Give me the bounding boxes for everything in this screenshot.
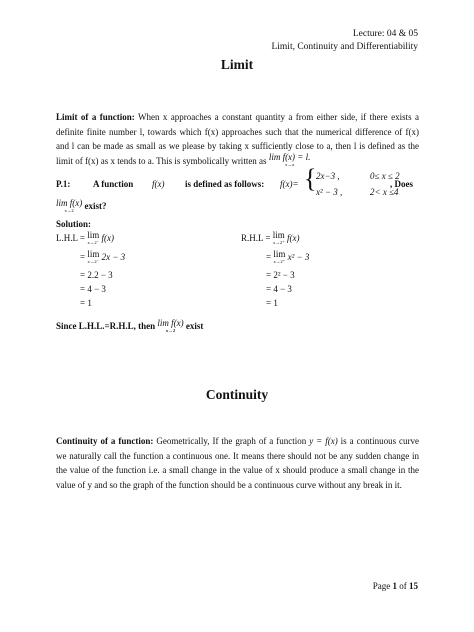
rhl-limit-1: lim x→2⁺: [272, 230, 285, 245]
lhl-line-1: [56, 232, 114, 246]
continuity-definition-text-b: is a continuous curve we naturally call the function a continuous one. It means there should not be any sudden change in the value of the function i.e. a small change in the value of x should produce a small change in the value of y and so the graph of the function should be a continuous curve without any break in it.: [56, 436, 420, 490]
question-end: exist?: [84, 201, 107, 211]
lhl-line-5: = 1: [80, 298, 92, 308]
problem-statement-a: A function: [93, 179, 134, 189]
piece2-expression: x² − 3 ,: [316, 187, 343, 197]
problem-label: P.1:: [56, 179, 71, 189]
piecewise-lhs: f(x)=: [280, 179, 299, 189]
piecewise-brace: {: [304, 164, 317, 193]
conclusion-text-a: Since L.H.L.=R.H.L, then: [56, 321, 156, 331]
rhl-line-4: = 4 − 3: [266, 284, 292, 294]
continuity-definition: [56, 434, 419, 492]
limit-definition: [56, 110, 419, 168]
rhl-line-5: = 1: [266, 298, 278, 308]
page-footer: [373, 581, 418, 591]
conclusion: [56, 320, 203, 334]
page-number: 1: [392, 581, 397, 591]
question-limit: lim f(x) x→2: [56, 198, 83, 213]
rhl-limit-2: lim x→2⁺: [273, 249, 286, 264]
conclusion-limit: lim f(x) x→2: [157, 318, 184, 333]
limit-definition-text: When x approaches a constant quantity a from either side, if there exists a definite finite number l, towards which f(x) approaches such that the numerical difference of f(x) and l can be made as small as we please by taking x sufficiently close to a, then l is defined as the limit of f(x) as x tends to a. This is symbolically written as: [56, 112, 419, 166]
rhl-label: R.H.L =: [241, 233, 271, 243]
piece1-condition: 0≤ x ≤ 2: [370, 171, 400, 181]
limit-definition-formula: lim f(x) = l. x→a: [268, 151, 311, 167]
problem-function: f(x): [152, 179, 165, 189]
page-of-label: of: [399, 581, 407, 591]
continuity-title: Continuity: [205, 387, 269, 402]
rhl-line-2: = lim x→2⁺ x² − 3: [266, 249, 310, 264]
running-header: [271, 28, 418, 54]
lhl-function: f(x): [101, 233, 115, 243]
conclusion-text-b: exist: [185, 321, 204, 331]
continuity-definition-text-a: Geometrically, If the graph of a function: [156, 436, 307, 446]
lhl-limit-1: lim x→2⁻: [87, 230, 100, 245]
rhl-line-3: = 2² − 3: [266, 270, 295, 280]
continuity-formula: y = f(x): [309, 436, 338, 446]
rhl-expression: x² − 3: [287, 252, 310, 262]
rhl-line-1: [241, 232, 300, 246]
lhl-expression: 2x − 3: [101, 252, 126, 262]
problem-statement-c: is defined as follows:: [185, 179, 265, 189]
limit-definition-label: Limit of a function:: [56, 112, 135, 122]
lhl-limit-2: lim x→2⁻: [87, 249, 100, 264]
problem-question: [56, 200, 107, 214]
limit-title: Limit: [220, 57, 254, 72]
problem-does: , Does: [390, 179, 413, 189]
piece2-condition: 2< x ≤4: [370, 187, 399, 197]
piece1-expression: 2x−3 ,: [316, 171, 340, 181]
lhl-line-4: = 4 − 3: [80, 284, 106, 294]
page-total: 15: [409, 581, 418, 591]
solution-label: Solution:: [56, 219, 92, 229]
lhl-line-3: = 2.2 − 3: [80, 270, 113, 280]
lecture-topic: Limit, Continuity and Differentiability: [271, 42, 418, 52]
lecture-number: Lecture: 04 & 05: [352, 29, 418, 39]
lhl-label: L.H.L =: [56, 233, 85, 243]
continuity-definition-label: Continuity of a function:: [56, 436, 154, 446]
lhl-line-2: = lim x→2⁻ 2x − 3: [80, 249, 126, 264]
page-label: Page: [372, 581, 391, 591]
rhl-function: f(x): [287, 233, 300, 243]
